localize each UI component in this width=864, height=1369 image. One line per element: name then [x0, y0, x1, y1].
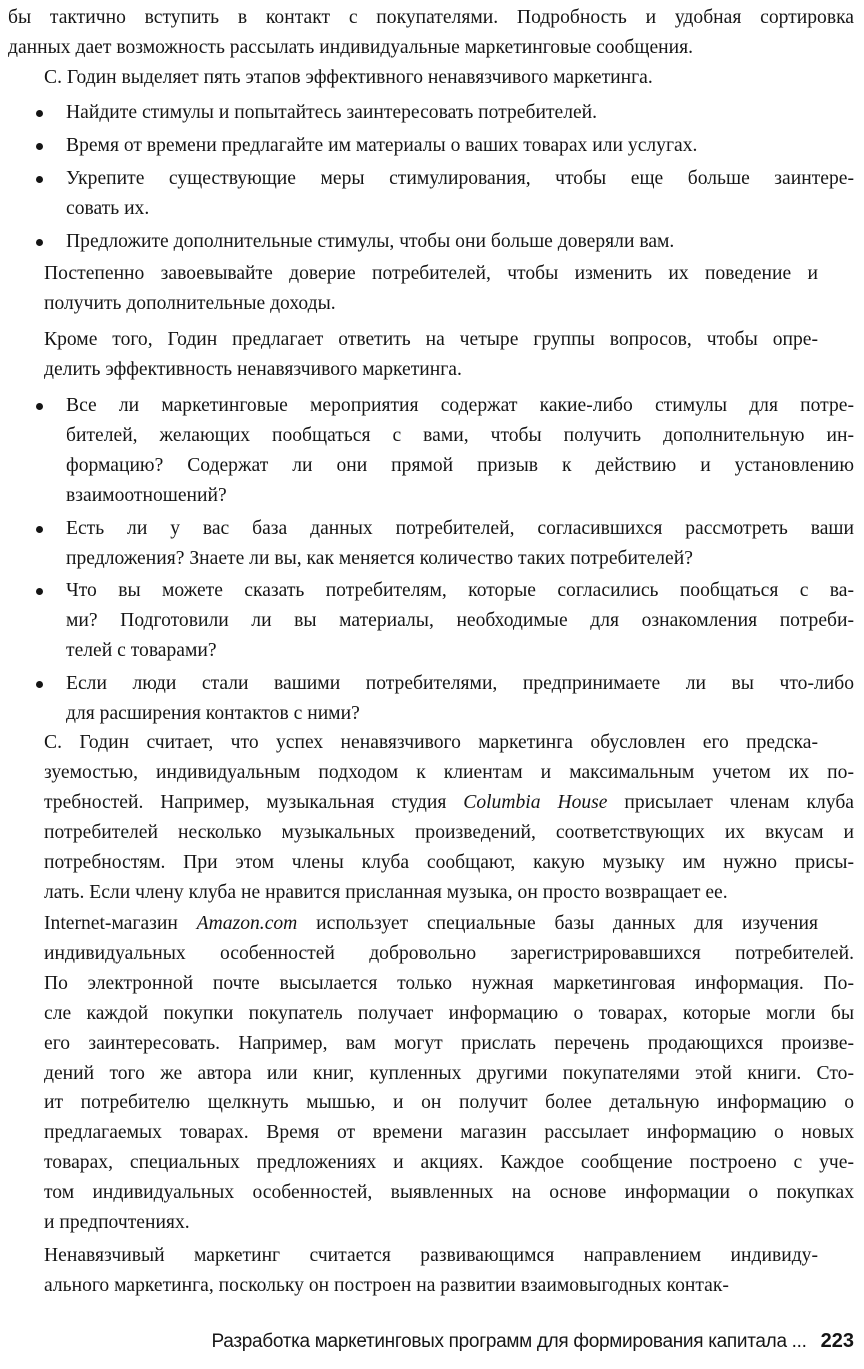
- text-line: Есть ли у вас база данных потребителей, согласившихся рассмотреть ваши: [66, 517, 854, 539]
- text-line: его заинтересовать. Например, вам могут прислать перечень продающихся произве-: [44, 1032, 854, 1054]
- paragraph-intro-continuation: [8, 3, 854, 63]
- paragraph-four-questions-intro: [8, 325, 854, 385]
- list-item: [0, 164, 864, 224]
- text-line: лать. Если члену клуба не нравится присланная музыка, он просто возвращает ее.: [44, 881, 728, 903]
- four-questions-list: [0, 391, 864, 729]
- list-item: [0, 227, 864, 257]
- bullet-icon: [36, 176, 43, 183]
- text-line: бителей, желающих пообщаться с вами, чтобы получить дополнительную ин-: [66, 424, 854, 446]
- list-item: [0, 514, 864, 574]
- bullet-icon: [36, 403, 43, 410]
- text-line: совать их.: [66, 197, 150, 219]
- text-line: формацию? Содержат ли они прямой призыв к действию и установлению: [66, 454, 854, 476]
- list-item: [0, 131, 864, 161]
- text-run: требностей. Например, музыкальная студия: [44, 791, 464, 813]
- text-line: индивидуальных особенностей добровольно зарегистрировавшихся потребителей.: [44, 942, 854, 964]
- text-line: зуемостью, индивидуальным подходом к клиентам и максимальным учетом их по-: [44, 761, 854, 783]
- text-line: телей с товарами?: [66, 640, 217, 662]
- text-line: дений того же автора или книг, купленных другими покупателями этой книги. Сто-: [44, 1062, 854, 1084]
- running-title: Разработка маркетинговых программ для формирования капитала ...: [211, 1331, 807, 1352]
- list-item: [0, 98, 864, 128]
- text-line: предлагаемых товарах. Время от времени магазин рассылает информацию о новых: [44, 1122, 854, 1144]
- text-line: [8, 788, 854, 818]
- text-line: Что вы можете сказать потребителям, которые согласились пообщаться с ва-: [66, 580, 854, 602]
- bullet-icon: [36, 110, 43, 117]
- text-line: для расширения контактов с ними?: [66, 703, 360, 725]
- paragraph-amazon: [8, 909, 854, 1238]
- paragraph-conclusion: [8, 1241, 854, 1301]
- list-item: [0, 391, 864, 511]
- text-line: Найдите стимулы и попытайтесь заинтересовать потребителей.: [66, 102, 598, 123]
- bullet-icon: [36, 681, 43, 688]
- text-line: потребностям. При этом члены клуба сообщают, какую музыку им нужно присы-: [44, 851, 854, 873]
- bullet-icon: [36, 526, 43, 533]
- text-line: том индивидуальных особенностей, выявленных на основе информации о покупках: [44, 1182, 854, 1204]
- text-line: делить эффективность ненавязчивого маркетинга.: [44, 358, 462, 380]
- text-line: С. Годин считает, что успех ненавязчивого маркетинга обусловлен его предска-: [44, 732, 818, 753]
- text-line: Ненавязчивый маркетинг считается развивающимся направлением индивиду-: [44, 1245, 818, 1266]
- text-line: По электронной почте высылается только нужная маркетинговая информация. По-: [44, 972, 854, 994]
- text-run: Internet-магазин: [44, 913, 197, 934]
- text-line: получить дополнительные доходы.: [44, 292, 336, 314]
- text-line: Кроме того, Годин предлагает ответить на четыре группы вопросов, чтобы опре-: [44, 329, 818, 350]
- bullet-icon: [36, 239, 43, 246]
- text-line: ми? Подготовили ли вы материалы, необходимые для ознакомления потреби-: [66, 610, 854, 632]
- five-stages-list: [0, 98, 864, 257]
- text-line: Постепенно завоевывайте доверие потребителей, чтобы изменить их поведение и: [44, 263, 818, 284]
- text-line: потребителей несколько музыкальных произведений, соответствующих их вкусам и: [44, 821, 854, 843]
- text-line: взаимоотношений?: [66, 484, 227, 506]
- text-line: С. Годин выделяет пять этапов эффективного ненавязчивого маркетинга.: [44, 67, 653, 88]
- text-line: Укрепите существующие меры стимулирования, чтобы еще больше заинтере-: [66, 167, 854, 189]
- text-line: ит потребителю щелкнуть мышью, и он получит более детальную информацию о: [44, 1092, 854, 1114]
- company-name: Amazon.com: [196, 913, 298, 934]
- text-line: Время от времени предлагайте им материалы о ваших товарах или услугах.: [66, 134, 698, 156]
- text-line: сле каждой покупки покупатель получает информацию о товарах, которые могли бы: [44, 1002, 854, 1024]
- list-item: [0, 669, 864, 729]
- page-footer: [212, 1330, 854, 1360]
- text-line: бы тактично вступить в контакт с покупателями. Подробность и удобная сортировка: [8, 7, 854, 28]
- text-line: Все ли маркетинговые мероприятия содержат какие-либо стимулы для потре-: [66, 395, 854, 416]
- text-line: товарах, специальных предложениях и акциях. Каждое сообщение построено с уче-: [44, 1152, 854, 1174]
- paragraph-columbia-house: [8, 728, 854, 907]
- text-run: использует специальные базы данных для изучения: [297, 913, 818, 934]
- paragraph-build-trust: [8, 259, 854, 319]
- text-line: и предпочтениях.: [44, 1212, 190, 1234]
- company-name: Columbia House: [463, 791, 608, 813]
- bullet-icon: [36, 143, 43, 150]
- text-line: Если люди стали вашими потребителями, предпринимаете ли вы что-либо: [66, 673, 854, 695]
- page-number: 223: [820, 1330, 854, 1352]
- text-line: Предложите дополнительные стимулы, чтобы они больше доверяли вам.: [66, 230, 675, 252]
- text-line: [8, 909, 854, 939]
- text-line: предложения? Знаете ли вы, как меняется количество таких потребителей?: [66, 547, 693, 569]
- text-line: данных дает возможность рассылать индивидуальные маркетинговые сообщения.: [8, 36, 694, 58]
- text-run: присылает членам клуба: [607, 791, 854, 813]
- text-line: ального маркетинга, поскольку он построен на развитии взаимовыгодных контак-: [44, 1274, 729, 1296]
- list-item: [0, 576, 864, 666]
- bullet-icon: [36, 588, 43, 595]
- paragraph-five-stages-intro: [8, 63, 854, 93]
